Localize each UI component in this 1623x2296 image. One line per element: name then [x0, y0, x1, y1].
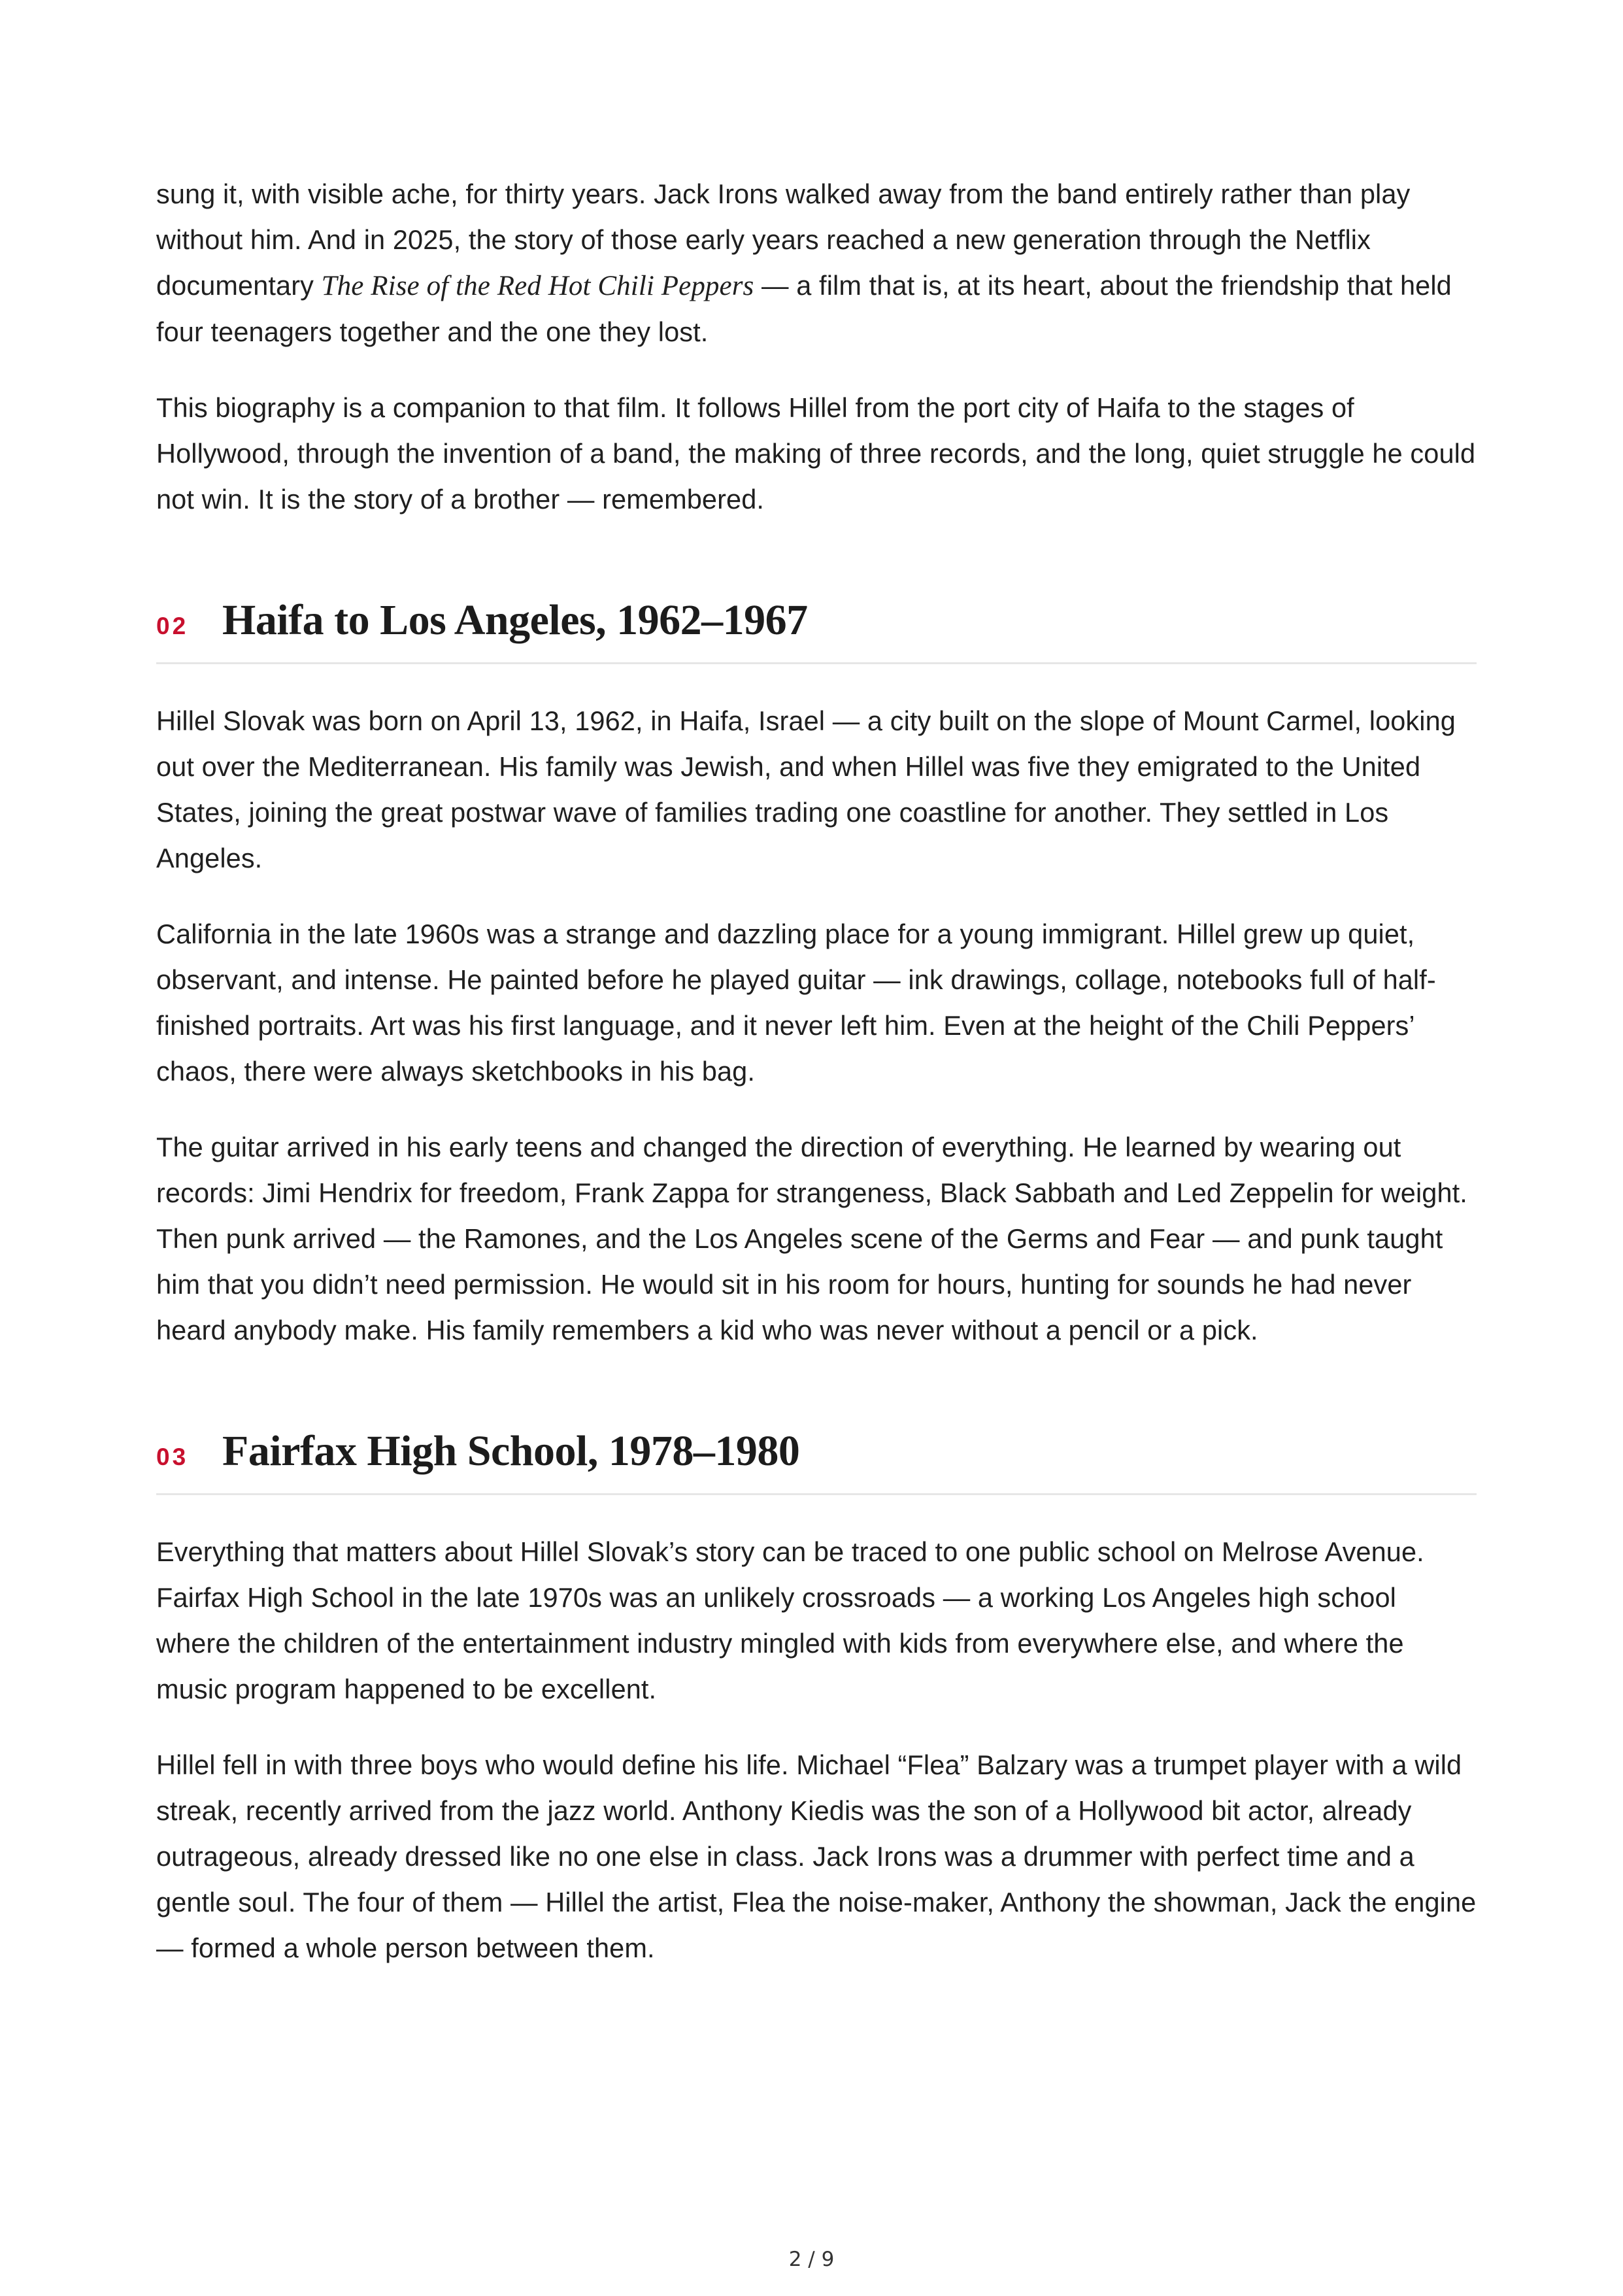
section-paragraph: The guitar arrived in his early teens and changed the direction of everything. He learned by wearing out records: Jimi Hendrix for freedom, Frank Zappa for strangeness, Black Sabbath and Led Zeppelin for weight. Then punk arrived — the Ramones, and the Los Angeles scene of the Germs and Fear — and punk taught him that you didn’t need permission. He would sit in his room for hours, hunting for sounds he had never heard anybody make. His family remembers a kid who was never without a pencil or a pick. [156, 1132, 1467, 1345]
section-title: Haifa to Los Angeles, 1962–1967 [222, 596, 808, 644]
section-paragraph: California in the late 1960s was a strange and dazzling place for a young immigrant. Hillel grew up quiet, observant, and intense. He painted before he played guitar — ink drawings, collage, notebooks full of half-finished portraits. Art was his first language, and it never left him. Even at the height of the Chili Peppers’ chaos, there were always sketchbooks in his bag. [156, 919, 1436, 1087]
intro-text-after-title: — a film that is, at its heart, about the friendship that held four teenagers together and the one they lost. [156, 270, 1452, 347]
section-number: 02 [156, 613, 189, 639]
section-heading [156, 1427, 1477, 1495]
document-page [156, 171, 1477, 1971]
section-paragraph: Hillel fell in with three boys who would define his life. Michael “Flea” Balzary was a trumpet player with a wild streak, recently arrived from the jazz world. Anthony Kiedis was the son of a Hollywood bit actor, already outrageous, already dressed like no one else in class. Jack Irons was a drummer with perfect time and a gentle soul. The four of them — Hillel the artist, Flea the noise-maker, Anthony the showman, Jack the engine — formed a whole person between them. [156, 1749, 1477, 1963]
section-paragraph: Everything that matters about Hillel Slovak’s story can be traced to one public school on Melrose Avenue. Fairfax High School in the late 1970s was an unlikely crossroads — a working Los Angeles high school where the children of the entertainment industry mingled with kids from everywhere else, and where the music program happened to be excellent. [156, 1536, 1424, 1704]
documentary-title: The Rise of the Red Hot Chili Peppers [321, 271, 754, 301]
section-number: 03 [156, 1443, 189, 1470]
intro-paragraph-2: This biography is a companion to that film. It follows Hillel from the port city of Haifa to the stages of Hollywood, through the invention of a band, the making of three records, and the long, quiet struggle he could not win. It is the story of a brother — remembered. [156, 392, 1476, 515]
section-paragraph: Hillel Slovak was born on April 13, 1962, in Haifa, Israel — a city built on the slope of Mount Carmel, looking out over the Mediterranean. His family was Jewish, and when Hillel was five they emigrated to the United States, joining the great postwar wave of families trading one coastline for another. They settled in Los Angeles. [156, 705, 1456, 873]
section-haifa-to-los-angeles [156, 596, 1477, 1353]
page-number: 2 / 9 [788, 2248, 835, 2271]
section-title: Fairfax High School, 1978–1980 [222, 1427, 800, 1475]
section-heading [156, 596, 1477, 664]
intro-paragraph-1 [156, 171, 1477, 355]
section-fairfax-high-school [156, 1427, 1477, 1971]
intro-text-before-title: sung it, with visible ache, for thirty years. Jack Irons walked away from the band entirely rather than play without him. And in 2025, the story of those early years reached a new generation through the Netflix documentary [156, 178, 1411, 301]
